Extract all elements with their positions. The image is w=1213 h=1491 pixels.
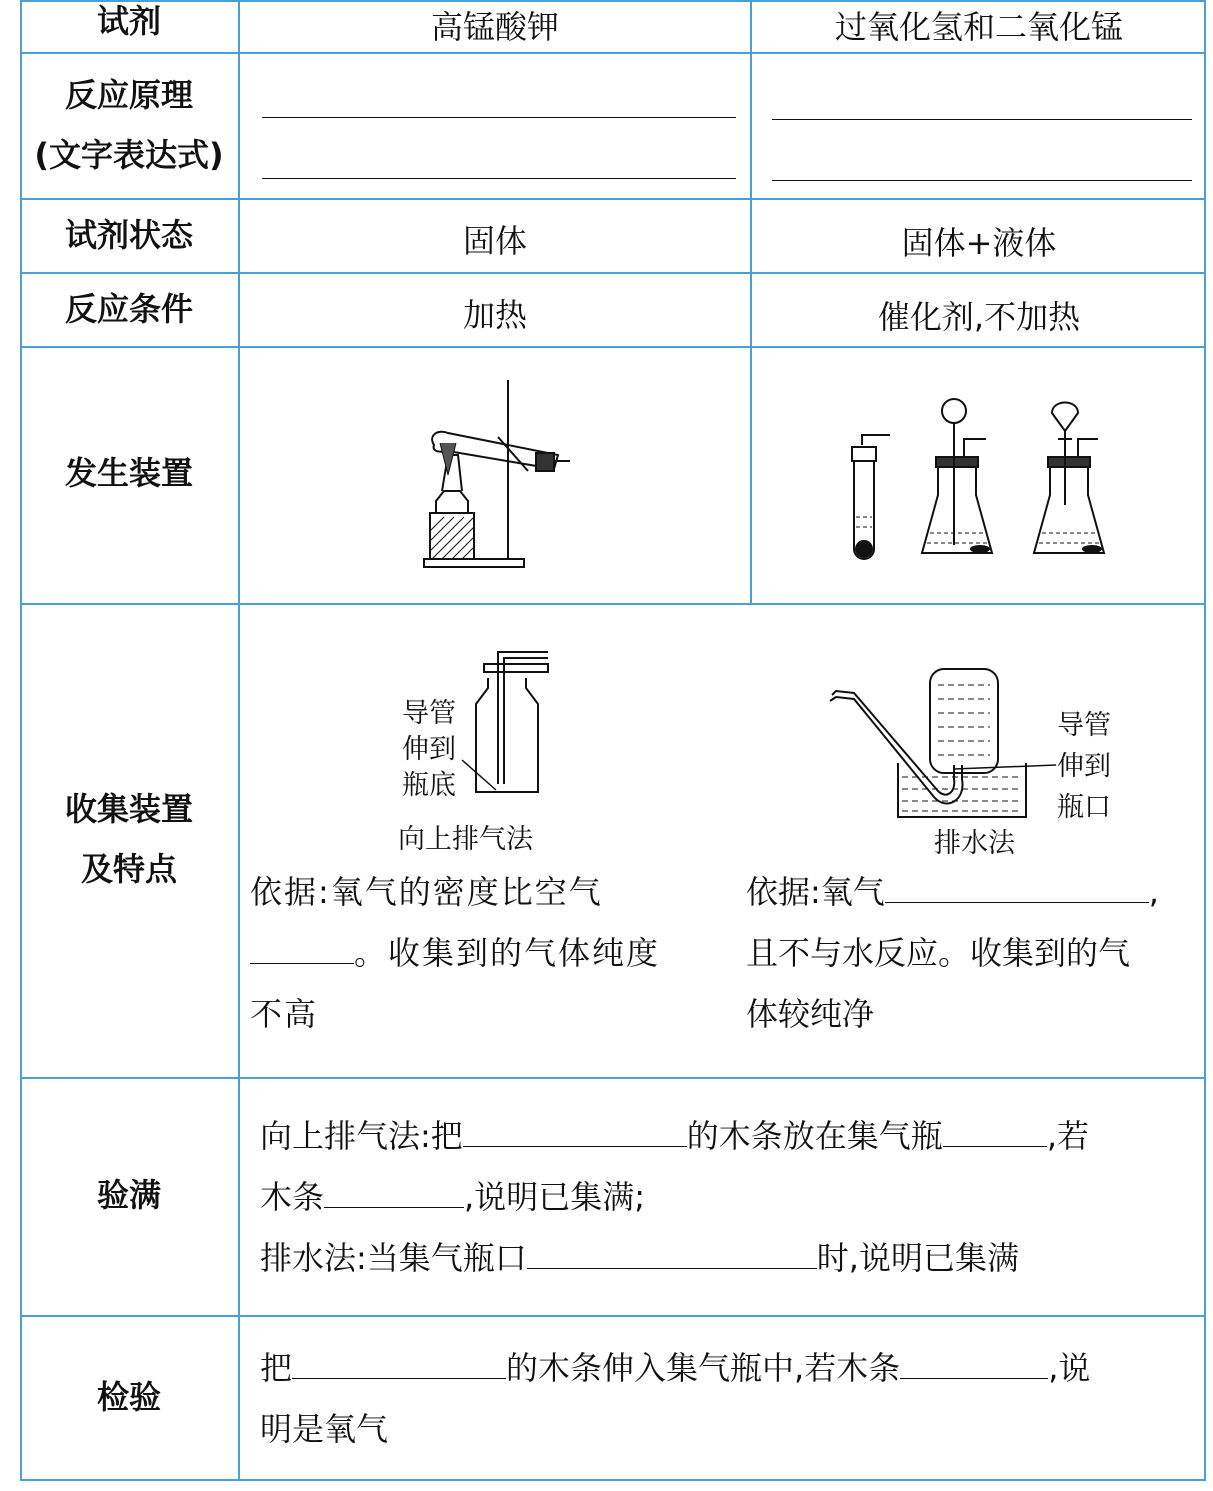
header-col2: 过氧化氢和二氧化锰 xyxy=(834,8,1123,46)
state-col2: 固体+液体 xyxy=(901,224,1057,262)
test-label: 检验 xyxy=(96,1378,161,1416)
right-basis-text xyxy=(746,862,1206,1045)
heating-apparatus-drawing xyxy=(418,375,578,575)
full-check-line3 xyxy=(260,1228,1200,1289)
row-divider xyxy=(20,603,1206,605)
text-span: 木条 xyxy=(260,1178,325,1216)
left-pipe-note-2: 伸到 xyxy=(402,734,456,765)
left-method-caption: 向上排气法 xyxy=(398,824,533,855)
answer-blank xyxy=(463,1116,687,1147)
test-line1 xyxy=(260,1338,1200,1399)
text-span: 向上排气法:把 xyxy=(260,1117,463,1155)
left-basis-text xyxy=(250,862,740,1045)
answer-blank xyxy=(885,872,1149,903)
left-basis-line3: 不高 xyxy=(250,995,319,1033)
row-divider xyxy=(20,198,1206,200)
row-divider xyxy=(20,1077,1206,1079)
answer-blank xyxy=(292,1348,506,1379)
condition-label: 反应条件 xyxy=(64,290,193,328)
decomposition-apparatus-drawing xyxy=(840,385,1120,570)
left-basis-line2 xyxy=(250,923,740,984)
answer-blank xyxy=(772,119,1192,120)
test-text xyxy=(260,1338,1200,1460)
answer-blank xyxy=(262,117,736,118)
full-check-label: 验满 xyxy=(96,1176,161,1214)
right-pipe-note-2: 伸到 xyxy=(1057,751,1111,782)
left-pipe-note-1: 导管 xyxy=(402,698,456,729)
answer-blank xyxy=(527,1238,817,1269)
answer-blank xyxy=(324,1177,464,1208)
left-pipe-note-3: 瓶底 xyxy=(402,770,456,801)
water-displacement-drawing xyxy=(826,665,1056,825)
left-basis-line1: 依据:氧气的密度比空气 xyxy=(250,873,603,911)
full-check-line2 xyxy=(260,1167,1200,1228)
principle-label: 反应原理 xyxy=(64,76,193,114)
left-basis-tail: 。收集到的气体纯度 xyxy=(354,934,661,972)
right-basis-comma: , xyxy=(1148,873,1159,911)
test-line2: 明是氧气 xyxy=(260,1410,389,1448)
answer-blank xyxy=(262,178,736,179)
text-span: 的木条伸入集气瓶中,若木条 xyxy=(506,1349,901,1387)
text-span: 的木条放在集气瓶 xyxy=(686,1117,943,1155)
answer-blank xyxy=(943,1116,1047,1147)
principle-sublabel: (文字表达式) xyxy=(34,136,224,174)
right-pipe-note-3: 瓶口 xyxy=(1057,792,1111,823)
full-check-text xyxy=(260,1106,1200,1289)
pointer-line xyxy=(460,756,500,796)
answer-blank xyxy=(772,180,1192,181)
header-col1: 高锰酸钾 xyxy=(430,8,559,46)
text-span: ,若 xyxy=(1046,1117,1089,1155)
text-span: ,说 xyxy=(1048,1349,1091,1387)
right-method-caption: 排水法 xyxy=(934,828,1015,859)
header-label: 试剂 xyxy=(96,2,161,40)
text-span: 把 xyxy=(260,1349,293,1387)
condition-col1: 加热 xyxy=(462,296,527,334)
text-span: ,说明已集满; xyxy=(464,1178,645,1216)
right-basis-line2: 且不与水反应。收集到的气 xyxy=(746,934,1131,972)
full-check-line1 xyxy=(260,1106,1200,1167)
answer-blank xyxy=(250,933,354,964)
collector-label: 收集装置 xyxy=(64,790,193,828)
answer-blank xyxy=(900,1348,1048,1379)
text-span: 时,说明已集满 xyxy=(816,1239,1019,1277)
row-divider xyxy=(20,52,1206,54)
row-divider xyxy=(20,1315,1206,1317)
right-basis-line3: 体较纯净 xyxy=(746,995,875,1033)
collector-sublabel: 及特点 xyxy=(80,850,177,888)
right-basis-line1 xyxy=(746,862,1206,923)
row-divider xyxy=(20,346,1206,348)
state-col1: 固体 xyxy=(462,222,527,260)
right-pipe-note-1: 导管 xyxy=(1057,710,1111,741)
condition-col2: 催化剂,不加热 xyxy=(877,298,1081,336)
generator-label: 发生装置 xyxy=(64,454,193,492)
right-basis-lead: 依据:氧气 xyxy=(746,873,885,911)
row-divider xyxy=(20,272,1206,274)
text-span: 排水法:当集气瓶口 xyxy=(260,1239,527,1277)
state-label: 试剂状态 xyxy=(64,216,193,254)
